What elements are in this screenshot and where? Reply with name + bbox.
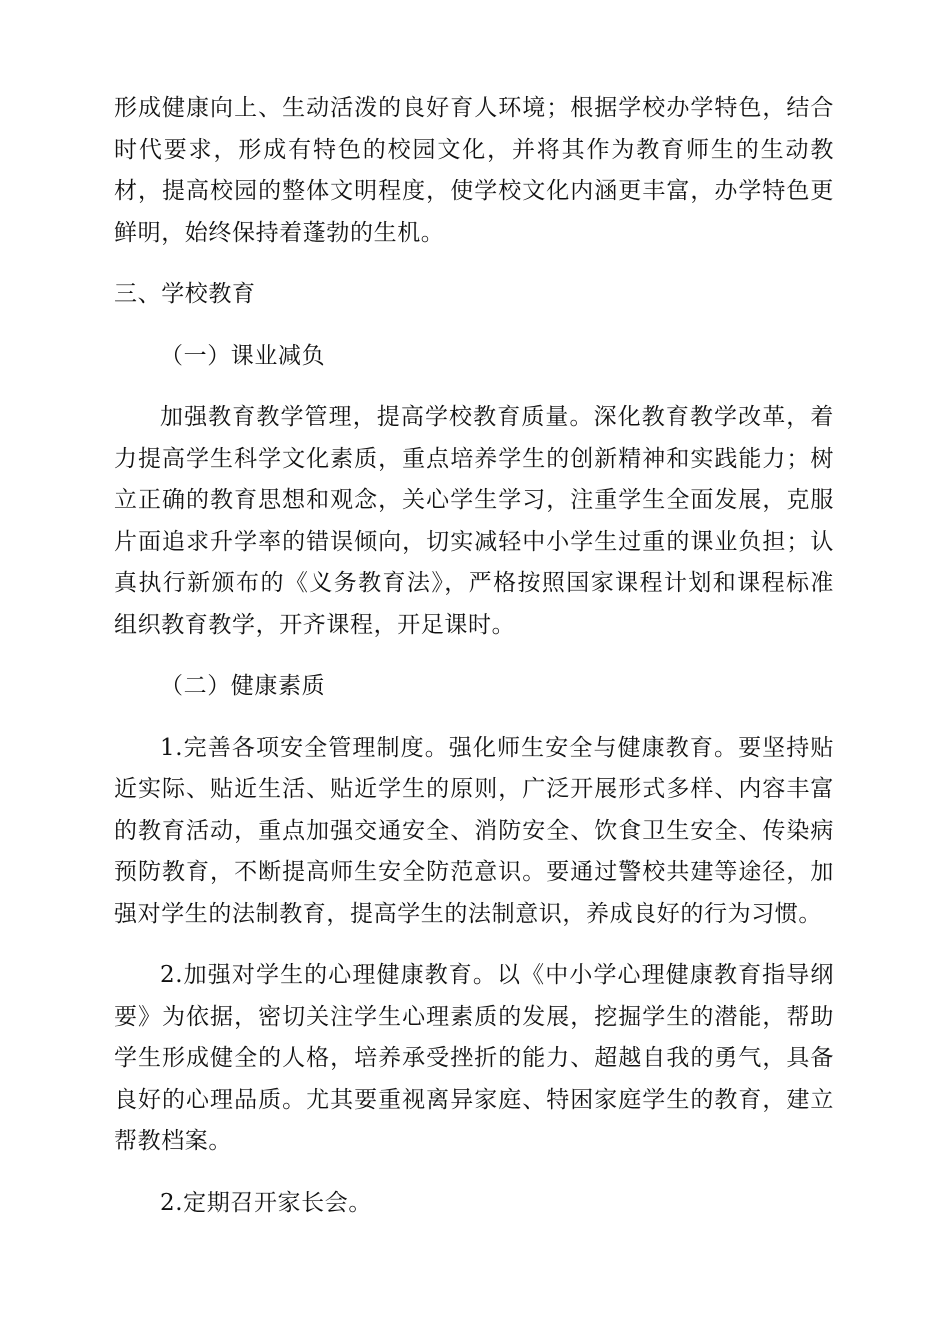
body-paragraph: 加强教育教学管理，提高学校教育质量。深化教育教学改革，着力提高学生科学文化素质，重点培养学生的创新精神和实践能力；树立正确的教育思想和观念，关心学生学习，注重学生全面发展，克服片面追求升学率的错误倾向，切实减轻中小学生过重的课业负担；认真执行新颁布的《义务教育法》，严格按照国家课程计划和课程标准组织教育教学，开齐课程，开足课时。 xyxy=(114,404,834,638)
subsection-heading: （二）健康素质 xyxy=(160,673,326,699)
document-page xyxy=(114,88,834,1224)
body-paragraph: 2.加强对学生的心理健康教育。以《中小学心理健康教育指导纲要》为依据，密切关注学生心理素质的发展，挖掘学生的潜能，帮助学生形成健全的人格，培养承受挫折的能力、超越自我的勇气，具备良好的心理品质。尤其要重视离异家庭、特困家庭学生的教育，建立帮教档案。 xyxy=(114,962,834,1154)
subsection-heading: （一）课业减负 xyxy=(160,342,326,369)
section-heading: 三、学校教育 xyxy=(114,281,256,307)
intro-paragraph: 形成健康向上、生动活泼的良好育人环境；根据学校办学特色，结合时代要求，形成有特色的校园文化，并将其作为教育师生的生动教材，提高校园的整体文明程度，使学校文化内涵更丰富，办学特色更鲜明，始终保持着蓬勃的生机。 xyxy=(114,95,834,246)
body-paragraph: 1.完善各项安全管理制度。强化师生安全与健康教育。要坚持贴近实际、贴近生活、贴近学生的原则，广泛开展形式多样、内容丰富的教育活动，重点加强交通安全、消防安全、饮食卫生安全、传染病预防教育，不断提高师生安全防范意识。要通过警校共建等途径，加强对学生的法制教育，提高学生的法制意识，养成良好的行为习惯。 xyxy=(114,734,834,927)
body-paragraph: 2.定期召开家长会。 xyxy=(160,1189,372,1216)
